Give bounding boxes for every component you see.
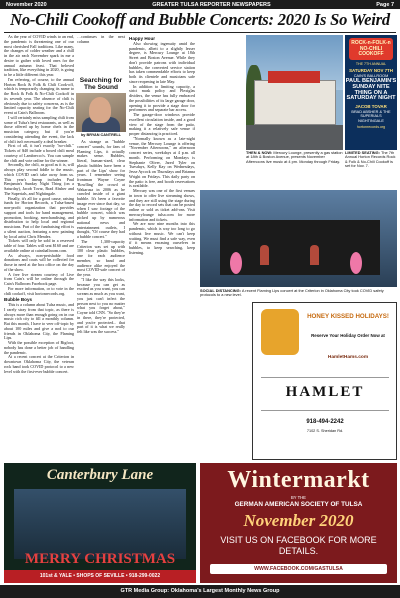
paragraph: The 1,300-capacity Criterion was set up with 100 clear plastic bubbles, one for each audience member, so band and audience alike enjoyed the most COVID-safe concert of the year.: [77, 238, 125, 277]
paragraph: Secondly, the chili, as good as it is, will always play second fiddle to the music, which COVID can't take away from us. This year's lineup includes Paul Benjamin's Sunday Night Thing (on a Saturday), Jacob Tovar, Brad Absher and The Superials, and Nightingale.: [4, 162, 74, 196]
paragraph: …continues in the next column: [77, 35, 125, 44]
caption-text: A recent Flaming Lips concert at the Criterion in Oklahoma City took COVID safety protocols to a new level.: [200, 288, 384, 298]
photo-caption: [200, 289, 397, 298]
column-3: [129, 35, 195, 460]
subhead: Happy Hour: [129, 36, 156, 41]
column-4: [200, 35, 243, 185]
paragraph: I'm referring, of course, to the annual Horton Rock & Folk & Chili Cook-off, which is temporarily changing its name to the Rock & Folk & No-Chili Cookoff in its seventh year. The absence of chili is obviously due to safety concerns, as is the limited capacity seating for the No-Chili event at Cain's Ballroom.: [4, 76, 74, 115]
subhead: Bubble Boys: [4, 297, 33, 303]
paragraph: We are now nine months into this pandemic, which is way too long to go without live music. We can't keep waiting. We must find a safe way, even if it means encasing ourselves in bubbles, to keep searching, keep listening.: [129, 221, 195, 255]
brand-block: [261, 377, 389, 411]
paragraph: As always, non-perishable food donations and coats will be collected for those in need at the box office on the day of the show.: [4, 252, 74, 272]
article-headline: No-Chili Cookoff and Bubble Concerts: 2020 Is So Weird: [10, 10, 390, 29]
photo-performer: [260, 245, 269, 265]
ad-date: November 2020: [243, 511, 354, 530]
photo-lot: [246, 125, 343, 150]
brand-name: HAMLET: [285, 384, 365, 400]
holiday-scene: [14, 489, 186, 559]
photo-flamingo: [350, 252, 362, 274]
paragraph: I will certainly miss sampling chili from some of Tulsa's best restaurants, as well as those offered up by home chefs in the musician category, but if you're considering attending the event, the lack of chili isn't necessarily a deal breaker.: [4, 114, 74, 144]
paragraph: Mercury was one of the first venues in town to offer live streaming shows, and they are still using the stage during the day to record sets that can be posted online or sold as ticket add-ons. Visit mercurylounge tulsa.com for more information and tickets.: [129, 188, 195, 222]
paragraph: The garage-door windows provide excellent circulation inside, and a good view of the stage from the patio, making it a relatively safe venue if proper distancing is practiced.: [129, 112, 195, 136]
ad-greeting: MERRY CHRISTMAS: [24, 551, 176, 567]
byline: by BRYAN CANTRELL: [80, 133, 121, 137]
ad-subtitle: THE 7TH ANNUAL: [355, 62, 387, 66]
caption-text: The 7th Annual Horton Records Rock & Folk & No-Chili Cookoff is set for Nov. 7.: [345, 150, 396, 169]
ad-phone: 918-494-2242: [306, 419, 344, 425]
photo-sign: [268, 71, 320, 83]
ad-date: SATURDAY NOV 7TH: [349, 68, 393, 73]
paragraph: This is a column about Tulsa music, and I rarely stray from that topic, as there is always more than enough going on in our music rich city to fill a monthly column. But this month, I have to veer off-topic by about 100 miles and give a nod to our friends in Oklahoma City, the Flaming Lips.: [4, 302, 74, 341]
paragraph: With the possible exception of Bigfoot, nobody has done a better job of handling the pandemic.: [4, 340, 74, 355]
ad-headliner: PAUL BENJAMIN'S SUNDAY NITE THING ON A SATURDAY NIGHT: [345, 78, 397, 102]
ad-title: Canterbury Lane: [46, 467, 154, 483]
ad-act: BRAD ABSHER & THE SUPERIALS: [351, 110, 391, 119]
paragraph: As the year of COVID winds to an end, the pandemic is threatening one of our most cherished Fall traditions. Like many, the changes of colder weather and a chill in the air each November spark in me a desire to gather with loved ones for the annual autumn feast. That beloved tradition, like everything in 2020, is going to be a little different this year.: [4, 35, 74, 77]
ad-url: hortonrecords.org: [356, 125, 386, 130]
honey-jar-icon: [261, 309, 299, 355]
ad-venue: CAIN'S BALLROOM: [353, 74, 389, 78]
paragraph: For more information, or to vote in the chili cookoff, visit hortonrecords.org.: [4, 285, 74, 296]
caption-lead: THEN & NOW:: [246, 150, 273, 155]
page-number: Page 7: [376, 1, 394, 8]
event-logo: ROCK-n-FOLK-n NO-CHILI COOKOFF: [349, 38, 393, 60]
paragraph: "I like the way this looks, because you can get as excited as you want, you can scream as much as you want, you just can't infect the person next to you no matter what you forget about," Coyne told CNN. "So they're in there, they're protected, and you're protected... that part of it is what we really felt like was the success.": [77, 276, 125, 334]
photo-building: [254, 80, 336, 125]
page-footer: GTR Media Group: Oklahoma's Largest Monthly News Group: [0, 585, 400, 598]
page-header-bar: [0, 0, 400, 9]
ad-title: Wintermarkt: [227, 467, 370, 493]
ad-url[interactable]: WWW.FACEBOOK.COM/GASTULSA: [210, 564, 387, 574]
headline-rule: [4, 32, 396, 33]
ad-act: JACOB TOVAR: [355, 104, 387, 110]
paragraph: At a recent concert at the Criterion in downtown Oklahoma City, the veteran rock band took COVID protocol to a new level with the first-ever bubble concert.: [4, 354, 74, 374]
photo-caption: [246, 151, 343, 164]
paragraph: First of all, it isn't exactly "no-chili." Tickets of $40 include a boxed chili meal courtesy of Lambrecco's. You can sample the chili and vote online for the winner.: [4, 143, 74, 163]
caption-lead: SOCIAL DISTANCING:: [200, 288, 241, 293]
paragraph: "Normally known as a late-night venue, the Mercury Lounge is offering "November Afternoons," an afternoon concert series, weekdays at 4 p.m. all month. Performing on Mondays is Stephanie Oliver, Jared Tyler on Tuesdays, Kelly Kay on Wednesdays, Jesse Aycock on Thursdays and Brianna Wright on Fridays. This daily party on the patio is free, and booth reservations is available.: [129, 135, 195, 189]
ad-subtitle: Reserve Your Holiday Order Now at: [311, 333, 385, 338]
paragraph: A free live stream courtesy of Live from Cain's will be online through the Cain's Ballroom Facebook page.: [4, 271, 74, 286]
paragraph: Also showing ingenuity amid the pandemic, albeit to a slightly lesser degree, is Mercury Lounge at 18th Street and Boston Avenue. While they don't provide patrons with individual bubbles, the converted service station has taken commendable efforts to keep both its clientele and musicians safe since reopening in late May.: [129, 40, 195, 84]
wintermarkt-ad[interactable]: [200, 463, 397, 583]
photo-performer: [310, 245, 319, 265]
paragraph: In addition to limiting capacity, a strict mask policy and Plexiglas dividers, the venue has fully embraced the possibilities of its large garage door, opening it to provide a stage door for performers and separate bar access.: [129, 83, 195, 113]
ad-info: 101st & YALE • SHOPS OF SEVILLE • 918-299-0022: [4, 570, 196, 583]
ad-act: NIGHTINGALE: [358, 119, 384, 124]
issue-date: November 2020: [6, 1, 47, 8]
caption-text: Mercury Lounge, presently a gas station at 18th & Boston Avenue, presents November Afternoons live music at 4 pm. Monday through Friday.: [246, 150, 343, 164]
ad-by: BY THE: [291, 495, 306, 500]
ad-address: 7102 S. Sheridan Rd.: [306, 429, 344, 433]
paragraph: Finally, it's all for a good cause, raising funds for Horton Records, a Tulsa-based non-profit organization that provides support and tools for band management, promotion, booking, merchandising, and distribution to help local and regional musicians. Part of the fundraising effort is a silent auction, featuring a new painting by local artist Chris Mendez.: [4, 195, 74, 239]
ad-caption: [345, 151, 397, 169]
columnist-photo: [76, 77, 126, 132]
ad-website[interactable]: HamletHams.com: [327, 355, 369, 360]
photo-flamingo: [230, 252, 242, 274]
rock-folk-ad[interactable]: [345, 35, 397, 150]
flaming-lips-photo: [200, 190, 397, 287]
paragraph: Tickets will only be sold in a reserved table of four. Tables will seat $160 and are available online at cainsballroom.com.: [4, 238, 74, 253]
ad-visit: VISIT US ON FACEBOOK FOR MORE DETAILS.: [220, 535, 377, 556]
column-1: [4, 35, 74, 460]
column-2-intro: [77, 35, 125, 75]
ad-title: HONEY KISSED HOLIDAYS!: [307, 313, 389, 320]
hamlet-ham-ad[interactable]: [252, 302, 397, 460]
caption-lead: LIMITED SEATING:: [345, 150, 380, 155]
column-title: Searching for The Sound: [76, 77, 126, 93]
canterbury-lane-ad[interactable]: [4, 463, 196, 583]
photo-face: [89, 97, 111, 123]
ad-society: GERMAN AMERICAN SOCIETY OF TULSA: [234, 501, 363, 508]
paragraph: As strange as "bubble concert" sounds, for fans of Flaming Lips, it actually makes sense. Bubbles, literal, human-sized, clear plastic bubbles have been a part of the Lips' show for years. I remember seeing frontman Wayne Coyne 'Bowlling' the crowd at Wakarusa in 2006 as he crawled inside of a giant bubble. It's been a favorite image ever since that day, so when I saw footage of the bubble concert, which was picked up by numerous national news and entertainment outlets, I thought, "Of course they had a bubble concert.": [77, 140, 125, 239]
column-2: [77, 140, 125, 460]
mercury-lounge-photo: [246, 35, 343, 150]
publication-name: GREATER TULSA REPORTER NEWSPAPERS: [152, 1, 271, 8]
